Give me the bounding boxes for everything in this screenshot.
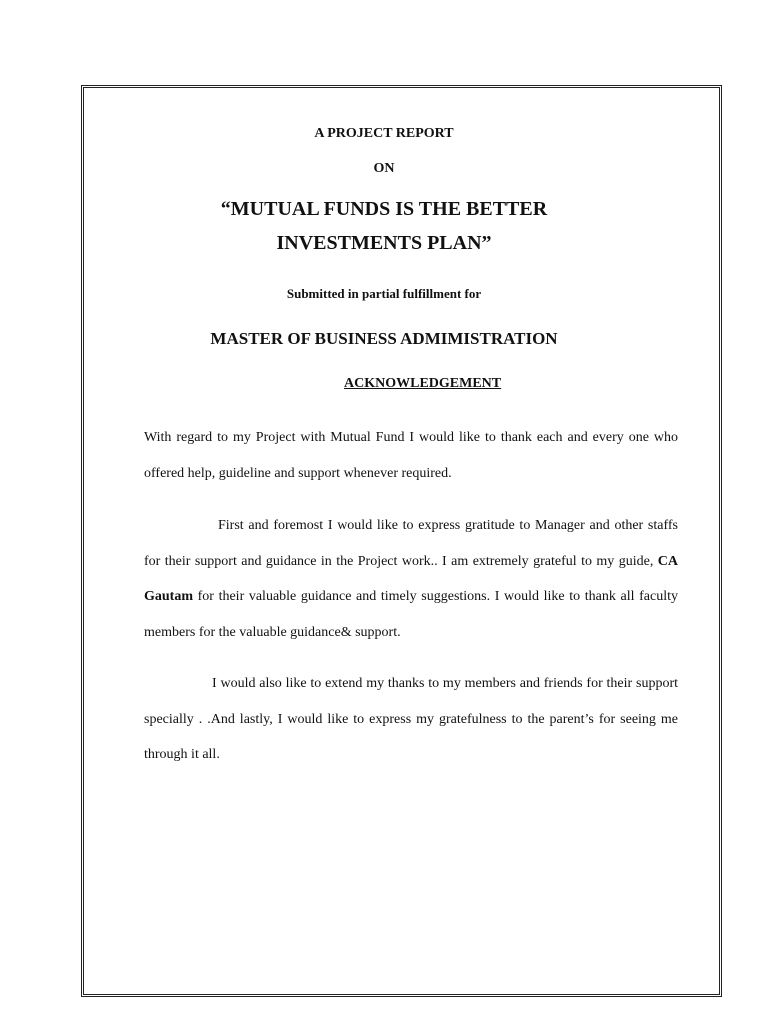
- ack-paragraph-3: I would also like to extend my thanks to my members and friends for their support specially . .And lastly, I would like to express my gratefulness to the parent’s for seeing me through it all.: [144, 676, 678, 762]
- ack-paragraph-1: With regard to my Project with Mutual Fund I would like to thank each and every one who offered help, guideline and support whenever required.: [144, 430, 678, 481]
- ack-paragraph-2-start: First and foremost I would like to express gratitude to Manager and other staffs for their support and guidance in the Project work.. I am extremely grateful to my guide,: [144, 518, 678, 569]
- report-on: ON: [373, 161, 395, 176]
- guide-name: CA Gautam: [144, 553, 678, 604]
- ack-paragraph-2-end: for their valuable guidance and timely suggestions. I would like to thank all faculty members for the valuable guidance& support.: [144, 589, 678, 640]
- degree-name: MASTER OF BUSINESS ADMIMISTRATION: [210, 329, 558, 348]
- report-title-line2: INVESTMENTS PLAN”: [276, 232, 492, 254]
- acknowledgement-heading: ACKNOWLEDGEMENT: [344, 376, 502, 391]
- report-title-line1: “MUTUAL FUNDS IS THE BETTER: [220, 198, 548, 220]
- ack-paragraph-2: [144, 508, 678, 650]
- submitted-line: Submitted in partial fulfillment for: [286, 286, 482, 301]
- report-kicker: A PROJECT REPORT: [314, 126, 454, 141]
